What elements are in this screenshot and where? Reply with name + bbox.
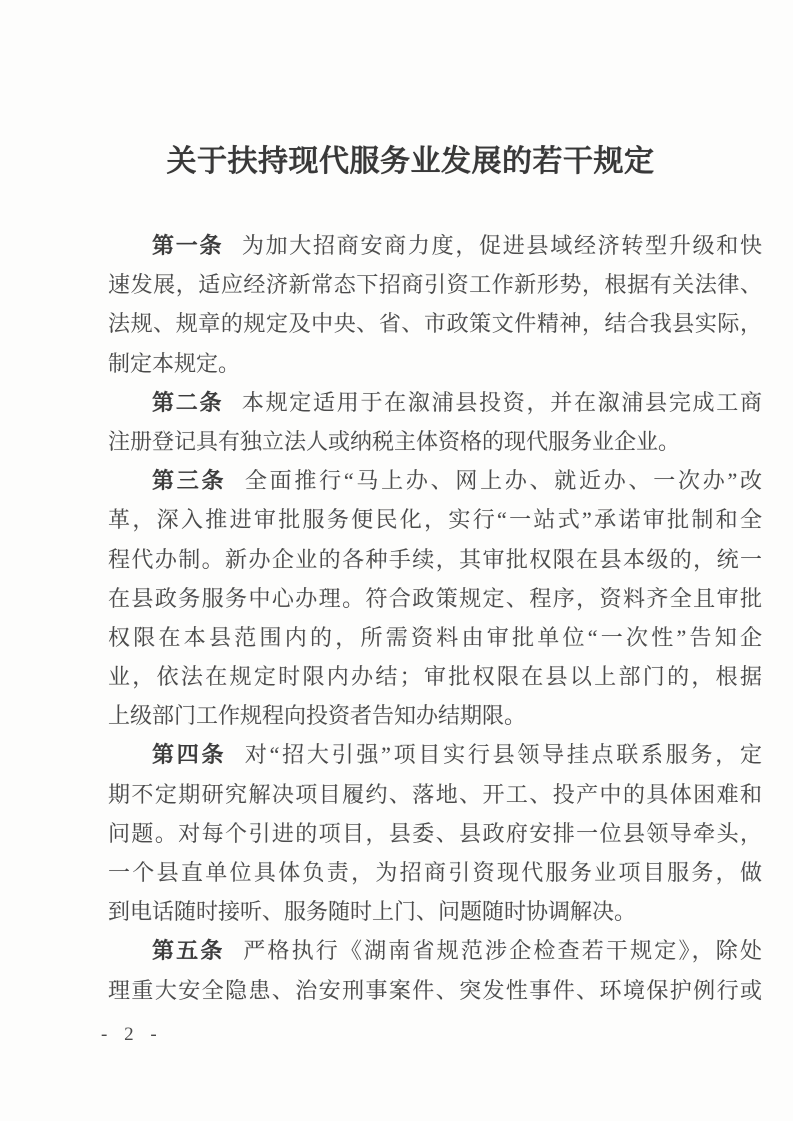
text-line: 程代办制。新办企业的各种手续，其审批权限在县本级的，统一 bbox=[108, 546, 762, 572]
article-term: 第一条 bbox=[152, 233, 224, 258]
text-line: 制定本规定。 bbox=[108, 350, 241, 376]
text-line: 期不定期研究解决项目履约、落地、开工、投产中的具体困难和 bbox=[108, 781, 762, 807]
text-line: 业，依法在规定时限内办结；审批权限在县以上部门的，根据 bbox=[108, 664, 762, 690]
text-line bbox=[108, 735, 762, 774]
text-line: 问题。对每个引进的项目，县委、县政府安排一位县领导牵头， bbox=[108, 820, 762, 846]
text-line-content: 对“招大引强”项目实行县领导挂点联系服务，定 bbox=[244, 742, 762, 768]
text-line: 理重大安全隐患、治安刑事案件、突发性事件、环境保护例行或 bbox=[108, 977, 762, 1003]
text-line bbox=[108, 383, 762, 422]
document-body bbox=[0, 226, 793, 1010]
text-line bbox=[108, 461, 762, 500]
text-line: 一个县直单位具体负责，为招商引资现代服务业项目服务，做 bbox=[108, 860, 762, 885]
article-term: 第三条 bbox=[152, 468, 227, 494]
text-line: 革，深入推进审批服务便民化，实行“一站式”承诺审批制和全 bbox=[108, 507, 762, 533]
text-line bbox=[108, 931, 762, 970]
text-line: 注册登记具有独立法人或纳税主体资格的现代服务业企业。 bbox=[108, 428, 681, 454]
article-term: 第二条 bbox=[152, 389, 224, 415]
page-number: - 2 - bbox=[101, 1024, 163, 1045]
text-line: 权限在本县范围内的，所需资料由审批单位“一次性”告知企 bbox=[108, 624, 762, 650]
text-line: 速发展，适应经济新常态下招商引资工作新形势，根据有关法律、 bbox=[108, 272, 762, 298]
text-line: 上级部门工作规程向投资者告知办结期限。 bbox=[108, 703, 527, 729]
text-line-content: 为加大招商安商力度，促进县域经济转型升级和快 bbox=[241, 233, 762, 258]
text-line: 在县政务服务中心办理。符合政策规定、程序，资料齐全且审批 bbox=[108, 585, 762, 611]
text-line bbox=[108, 226, 762, 265]
text-line: 法规、规章的规定及中央、省、市政策文件精神，结合我县实际， bbox=[108, 311, 762, 337]
text-line-content: 本规定适用于在溆浦县投资，并在溆浦县完成工商 bbox=[241, 389, 762, 415]
document-title: 关于扶持现代服务业发展的若干规定 bbox=[166, 145, 655, 178]
text-line-content: 全面推行“马上办、网上办、就近办、一次办”改 bbox=[244, 468, 762, 494]
article-term: 第五条 bbox=[152, 938, 225, 964]
article-term: 第四条 bbox=[152, 742, 227, 768]
text-line: 到电话随时接听、服务随时上门、问题随时协调解决。 bbox=[108, 899, 637, 925]
text-line-content: 严格执行《湖南省规范涉企检查若干规定》，除处 bbox=[243, 938, 762, 964]
